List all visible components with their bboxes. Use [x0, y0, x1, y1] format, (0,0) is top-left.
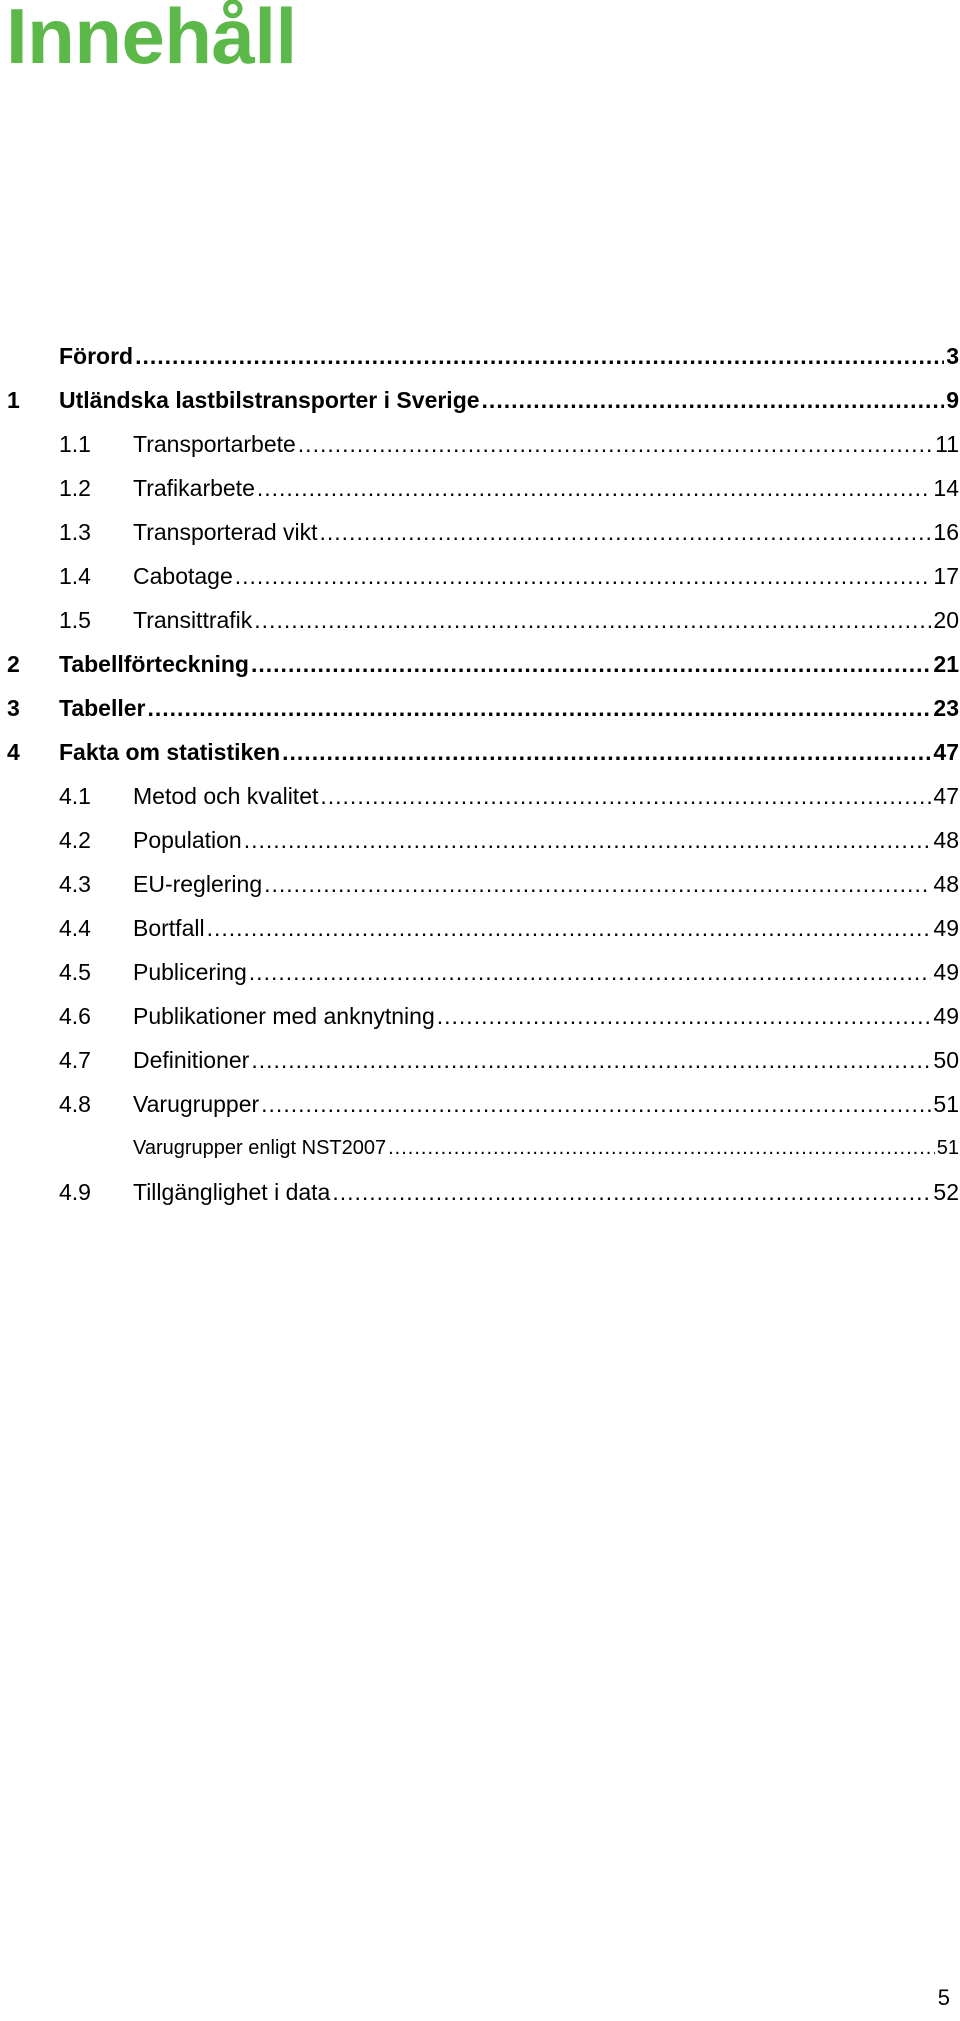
table-of-contents	[7, 334, 959, 1214]
toc-entry-title: EU-reglering	[133, 870, 263, 897]
toc-entry-title: Bortfall	[133, 914, 205, 941]
page-title: Innehåll	[6, 0, 297, 80]
toc-entry-number: 1.4	[59, 562, 91, 589]
toc-dot-leader	[482, 387, 945, 414]
toc-dot-leader	[235, 563, 932, 590]
toc-entry-title: Utländska lastbilstransporter i Sverige	[59, 386, 480, 413]
toc-dot-leader	[320, 519, 932, 546]
toc-entry-title: Publicering	[133, 958, 247, 985]
toc-entry-number: 1.5	[59, 606, 91, 633]
toc-entry-number: 4.4	[59, 914, 91, 941]
toc-dot-leader	[437, 1003, 932, 1030]
toc-entry[interactable]	[7, 378, 959, 422]
toc-dot-leader	[249, 959, 932, 986]
toc-dot-leader	[282, 739, 931, 766]
toc-entry[interactable]	[7, 466, 959, 510]
toc-entry-number: 3	[7, 694, 20, 721]
toc-entry-page: 14	[933, 474, 959, 501]
toc-entry[interactable]	[7, 642, 959, 686]
toc-entry-page: 51	[936, 1136, 959, 1159]
toc-dot-leader	[207, 915, 932, 942]
toc-entry[interactable]	[7, 862, 959, 906]
toc-entry[interactable]	[7, 686, 959, 730]
toc-entry[interactable]	[7, 334, 959, 378]
toc-entry-number: 1.3	[59, 518, 91, 545]
toc-dot-leader	[261, 1091, 931, 1118]
toc-entry[interactable]	[7, 950, 959, 994]
toc-dot-leader	[264, 871, 931, 898]
toc-entry-number: 4.2	[59, 826, 91, 853]
toc-entry[interactable]	[7, 1170, 959, 1214]
toc-entry-number: 4	[7, 738, 20, 765]
toc-entry-page: 3	[946, 342, 959, 369]
toc-entry-number: 4.5	[59, 958, 91, 985]
toc-entry-number: 4.6	[59, 1002, 91, 1029]
toc-dot-leader	[257, 475, 932, 502]
toc-entry[interactable]	[7, 1082, 959, 1126]
toc-entry-page: 48	[933, 870, 959, 897]
toc-dot-leader	[254, 607, 931, 634]
toc-entry-number: 4.8	[59, 1090, 91, 1117]
toc-entry-number: 4.1	[59, 782, 91, 809]
toc-entry-number: 4.7	[59, 1046, 91, 1073]
toc-dot-leader	[251, 651, 931, 678]
toc-entry-title: Trafikarbete	[133, 474, 255, 501]
toc-entry-title: Transportarbete	[133, 430, 296, 457]
toc-entry-title: Tabeller	[59, 694, 146, 721]
toc-entry-number: 4.3	[59, 870, 91, 897]
toc-entry-page: 23	[933, 694, 959, 721]
toc-entry-title: Varugrupper enligt NST2007	[133, 1136, 387, 1159]
toc-entry[interactable]	[7, 994, 959, 1038]
toc-entry[interactable]	[7, 510, 959, 554]
toc-entry-title: Transittrafik	[133, 606, 253, 633]
toc-entry[interactable]	[7, 554, 959, 598]
toc-entry[interactable]	[7, 1126, 959, 1170]
toc-entry[interactable]	[7, 730, 959, 774]
toc-entry-page: 16	[933, 518, 959, 545]
toc-dot-leader	[320, 783, 931, 810]
toc-entry-page: 17	[933, 562, 959, 589]
page-number: 5	[937, 1985, 950, 2010]
toc-entry-page: 51	[933, 1090, 959, 1117]
toc-entry-title: Varugrupper	[133, 1090, 260, 1117]
toc-dot-leader	[251, 1047, 931, 1074]
toc-entry-title: Definitioner	[133, 1046, 250, 1073]
toc-dot-leader	[244, 827, 932, 854]
toc-entry-page: 49	[933, 914, 959, 941]
toc-entry-page: 49	[933, 1002, 959, 1029]
toc-entry-number: 2	[7, 650, 20, 677]
toc-entry-number: 4.9	[59, 1178, 91, 1205]
toc-entry-number: 1.1	[59, 430, 91, 457]
toc-entry-page: 21	[933, 650, 959, 677]
toc-entry-title: Population	[133, 826, 242, 853]
toc-entry-page: 49	[933, 958, 959, 985]
toc-dot-leader	[332, 1179, 931, 1206]
toc-entry[interactable]	[7, 818, 959, 862]
toc-entry-title: Tabellförteckning	[59, 650, 249, 677]
toc-entry-title: Förord	[59, 342, 134, 369]
toc-entry[interactable]	[7, 906, 959, 950]
toc-dot-leader	[135, 343, 944, 370]
toc-entry-page: 47	[933, 738, 959, 765]
toc-entry-number: 1	[7, 386, 20, 413]
toc-dot-leader	[388, 1137, 935, 1160]
toc-entry-title: Metod och kvalitet	[133, 782, 319, 809]
toc-entry-page: 48	[933, 826, 959, 853]
toc-entry-number: 1.2	[59, 474, 91, 501]
toc-entry[interactable]	[7, 422, 959, 466]
toc-entry[interactable]	[7, 774, 959, 818]
toc-entry-page: 20	[933, 606, 959, 633]
toc-entry-title: Cabotage	[133, 562, 233, 589]
toc-entry-title: Tillgänglighet i data	[133, 1178, 331, 1205]
toc-entry[interactable]	[7, 1038, 959, 1082]
toc-entry-page: 52	[933, 1178, 959, 1205]
toc-entry-title: Transporterad vikt	[133, 518, 318, 545]
toc-entry-page: 11	[935, 430, 959, 457]
toc-entry-page: 50	[933, 1046, 959, 1073]
toc-entry-page: 9	[946, 386, 959, 413]
toc-entry[interactable]	[7, 598, 959, 642]
toc-entry-page: 47	[933, 782, 959, 809]
toc-dot-leader	[298, 431, 933, 458]
toc-dot-leader	[148, 695, 932, 722]
toc-entry-title: Publikationer med anknytning	[133, 1002, 435, 1029]
toc-entry-title: Fakta om statistiken	[59, 738, 281, 765]
